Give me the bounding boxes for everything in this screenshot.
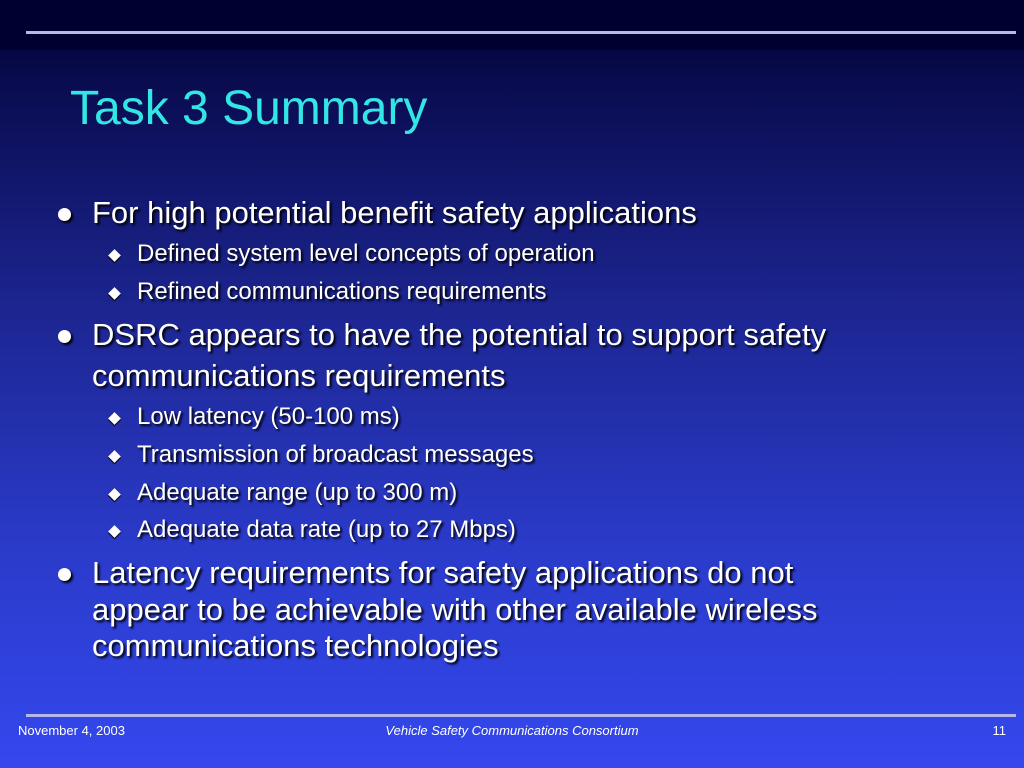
diamond-bullet-icon [108,450,121,463]
footer-date: November 4, 2003 [18,723,125,738]
bullet-3-text-line-1: Latency requirements for safety applications do not [92,555,794,590]
bullet-2-sub-1: Low latency (50-100 ms) [137,403,400,430]
bullet-3-text-line-2: appear to be achievable with other available wireless [92,592,818,627]
bullet-dot-icon [58,330,71,343]
bullet-2-sub-2: Transmission of broadcast messages [137,441,534,468]
diamond-bullet-icon [108,249,121,262]
top-divider [26,31,1016,34]
bullet-1-text: For high potential benefit safety applications [92,195,697,230]
bullet-2-text-line-1: DSRC appears to have the potential to support safety [92,317,827,352]
bullet-1-sub-1: Defined system level concepts of operation [137,240,595,267]
footer-page-number: 11 [992,723,1006,738]
bullet-1-sub-2: Refined communications requirements [137,278,547,305]
diamond-bullet-icon [108,287,121,300]
bullet-2-sub-3: Adequate range (up to 300 m) [137,479,458,506]
footer-organization: Vehicle Safety Communications Consortium [385,723,639,738]
top-band [0,0,1024,50]
bottom-divider [26,714,1016,717]
bullet-dot-icon [58,568,71,581]
bullet-3-text-line-3: communications technologies [92,628,499,663]
diamond-bullet-icon [108,412,121,425]
diamond-bullet-icon [108,488,121,501]
bullet-dot-icon [58,208,71,221]
bullet-2-text-line-2: communications requirements [92,358,506,393]
bullet-2-sub-4: Adequate data rate (up to 27 Mbps) [137,516,516,543]
slide-title: Task 3 Summary [70,82,428,135]
diamond-bullet-icon [108,525,121,538]
